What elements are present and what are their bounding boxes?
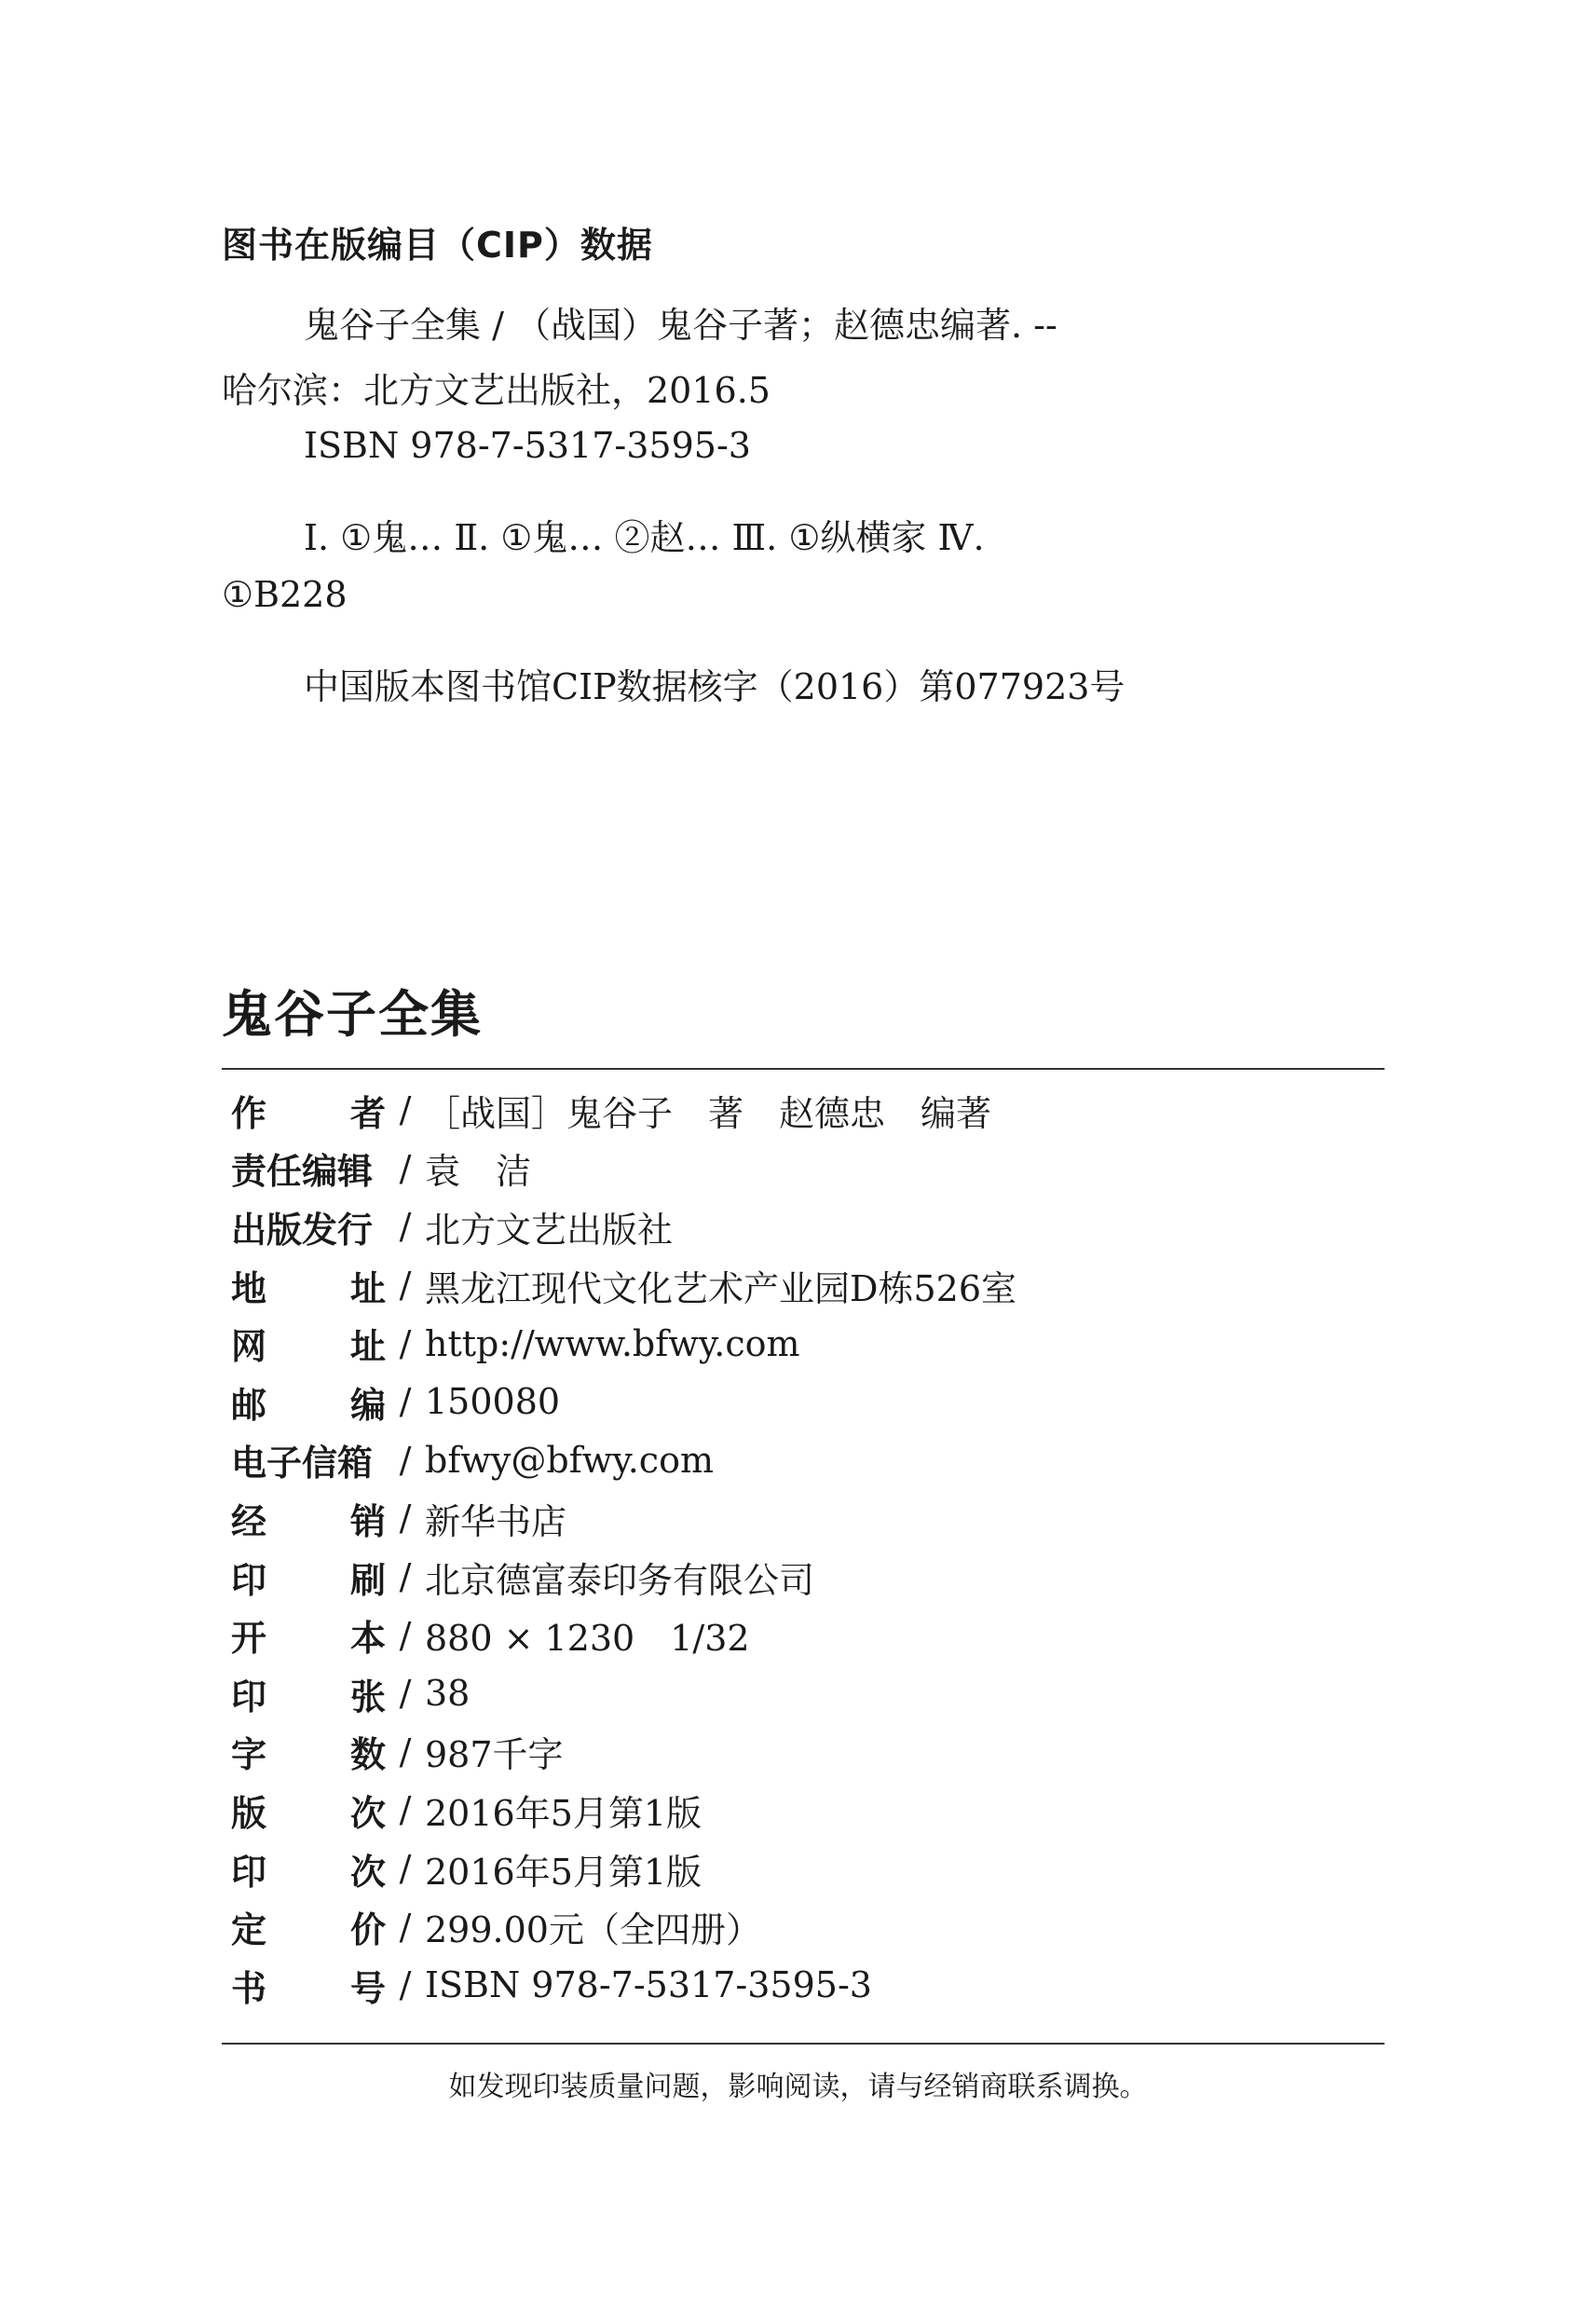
info-label-part: 出版发行: [231, 1209, 374, 1251]
info-label-part: 编: [349, 1384, 386, 1426]
info-row: [231, 1314, 1368, 1373]
info-label-part: 址: [349, 1267, 386, 1309]
info-label: [231, 1434, 386, 1485]
info-row: [231, 1781, 1368, 1840]
publication-info-table: [231, 1081, 1368, 2015]
info-label: [231, 1201, 386, 1252]
info-label-part: 刷: [349, 1559, 386, 1601]
info-label-part: 张: [349, 1676, 386, 1717]
info-value: 987千字: [425, 1734, 564, 1776]
cip-line-publisher: 哈尔滨：北方文艺出版社，2016.5: [222, 370, 771, 411]
info-label-part: 次: [349, 1851, 386, 1893]
footer-note: 如发现印装质量问题，影响阅读，请与经销商联系调换。: [448, 2071, 1148, 2103]
bottom-divider: [222, 2043, 1385, 2045]
info-label: [231, 1785, 386, 1836]
info-value: 2016年5月第1版: [425, 1851, 703, 1893]
info-row: [231, 1489, 1368, 1548]
info-row: [231, 1840, 1368, 1898]
info-label: [231, 1668, 386, 1719]
info-value: ［战国］鬼谷子 著 赵德忠 编著: [425, 1092, 992, 1134]
info-separator: /: [399, 1614, 412, 1656]
info-label-part: 责任编辑: [231, 1151, 374, 1193]
cip-line-record: 中国版本图书馆CIP数据核字（2016）第077923号: [304, 666, 1125, 707]
info-value: bfwy@bfwy.com: [425, 1439, 714, 1481]
info-separator: /: [399, 1381, 412, 1423]
info-label: [231, 1376, 386, 1428]
top-divider: [222, 1068, 1385, 1070]
info-separator: /: [399, 1265, 412, 1306]
info-row: [231, 1897, 1368, 1956]
info-separator: /: [399, 1789, 412, 1831]
info-separator: /: [399, 1964, 412, 2006]
info-value: 880 × 1230 1/32: [425, 1618, 750, 1660]
info-label-part: 次: [349, 1792, 386, 1834]
info-label-part: 电子信箱: [231, 1443, 374, 1484]
info-label-part: 地: [231, 1267, 267, 1309]
info-row: [231, 1373, 1368, 1431]
info-label: [231, 1142, 386, 1194]
info-label: [231, 1609, 386, 1661]
info-label-part: 本: [349, 1618, 386, 1660]
info-label-part: 数: [349, 1734, 386, 1776]
info-separator: /: [399, 1089, 412, 1131]
info-label: [231, 1493, 386, 1544]
info-row: [231, 1256, 1368, 1315]
info-label-part: 价: [349, 1909, 386, 1951]
info-value: 北方文艺出版社: [425, 1209, 674, 1251]
book-title: 鬼谷子全集: [222, 985, 483, 1044]
info-value: 2016年5月第1版: [425, 1792, 703, 1834]
info-separator: /: [399, 1322, 412, 1364]
info-label-part: 作: [231, 1092, 267, 1134]
info-label-part: 销: [349, 1500, 386, 1542]
info-label-part: 开: [231, 1618, 267, 1660]
cip-line-isbn: ISBN 978-7-5317-3595-3: [304, 425, 751, 466]
info-row: [231, 1606, 1368, 1664]
info-row: [231, 1081, 1368, 1140]
info-label: [231, 1552, 386, 1603]
info-label: [231, 1960, 386, 2011]
info-row: [231, 1956, 1368, 2015]
info-separator: /: [399, 1147, 412, 1189]
info-value: 299.00元（全四册）: [425, 1909, 761, 1951]
info-label-part: 版: [231, 1792, 267, 1834]
info-label-part: 号: [349, 1967, 386, 2009]
info-label-part: 印: [231, 1676, 267, 1717]
info-label-part: 邮: [231, 1384, 267, 1426]
info-row: [231, 1664, 1368, 1723]
info-value: 北京德富泰印务有限公司: [425, 1559, 815, 1601]
info-separator: /: [399, 1498, 412, 1539]
info-label: [231, 1085, 386, 1136]
info-value: ISBN 978-7-5317-3595-3: [425, 1964, 872, 2006]
info-value: 38: [425, 1673, 471, 1715]
info-label: [231, 1726, 386, 1777]
info-row: [231, 1548, 1368, 1607]
info-label-part: 者: [349, 1092, 386, 1134]
info-label-part: 字: [231, 1734, 267, 1776]
info-separator: /: [399, 1206, 412, 1248]
cip-heading: 图书在版编目（CIP）数据: [222, 225, 653, 266]
info-label-part: 定: [231, 1909, 267, 1951]
info-row: [231, 1723, 1368, 1782]
info-row: [231, 1197, 1368, 1256]
info-row: [231, 1431, 1368, 1490]
info-separator: /: [399, 1556, 412, 1598]
info-value: 黑龙江现代文化艺术产业园D栋526室: [425, 1267, 1016, 1309]
info-separator: /: [399, 1731, 412, 1772]
info-label-part: 印: [231, 1559, 267, 1601]
info-value: 新华书店: [425, 1500, 567, 1542]
info-label-part: 址: [349, 1326, 386, 1368]
info-label: [231, 1901, 386, 1952]
info-label: [231, 1318, 386, 1369]
cip-line-class-number: ①B228: [222, 574, 348, 615]
cip-line-classification: Ⅰ. ①鬼… Ⅱ. ①鬼… ②赵… Ⅲ. ①纵横家 Ⅳ.: [304, 517, 985, 558]
info-value: 150080: [425, 1381, 561, 1423]
info-separator: /: [399, 1848, 412, 1890]
info-value: 袁 洁: [425, 1151, 532, 1193]
info-label-part: 书: [231, 1967, 267, 2009]
info-label-part: 经: [231, 1500, 267, 1542]
info-value: http://www.bfwy.com: [425, 1322, 800, 1364]
info-label-part: 网: [231, 1326, 267, 1368]
cip-line-title: 鬼谷子全集 / （战国）鬼谷子著；赵德忠编著. --: [304, 305, 1057, 346]
info-label: [231, 1260, 386, 1311]
info-label-part: 印: [231, 1851, 267, 1893]
info-separator: /: [399, 1906, 412, 1948]
info-row: [231, 1140, 1368, 1198]
info-separator: /: [399, 1673, 412, 1715]
info-label: [231, 1843, 386, 1895]
info-separator: /: [399, 1439, 412, 1481]
